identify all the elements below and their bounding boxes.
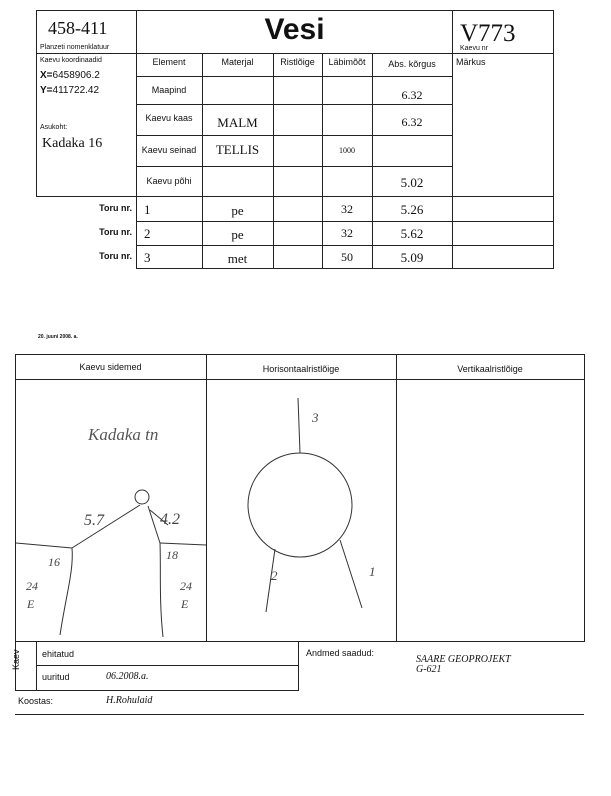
boundary-line-right [160, 543, 206, 545]
data-source-company: SAARE GEOPROJEKT [416, 654, 511, 665]
row-material: TELLIS [215, 142, 260, 157]
house-number-left: 24 [26, 579, 38, 593]
well-circle [248, 453, 352, 557]
coords-label: Kaevu koordinaadid [40, 57, 102, 64]
header-section: Ristlõige [280, 57, 315, 67]
pipe-diameter: 32 [341, 202, 353, 216]
pipe-label-1: 1 [369, 564, 376, 579]
page-title: Vesi [264, 13, 325, 46]
house-letter-left: E [27, 597, 35, 611]
row-material: MALM [217, 115, 258, 130]
connection-line-left [72, 505, 140, 548]
nomenclature-value: 458-411 [48, 18, 108, 38]
street-label: Kadaka tn [88, 425, 159, 444]
nomenclature-label: Planzeti nomenklatuur [40, 44, 110, 51]
row-label: Kaevu seinad [141, 145, 197, 155]
data-source-label: Andmed saadud: [306, 648, 375, 658]
coord-x-value: 6458906.2 [52, 70, 100, 81]
well-number-label: Kaevu nr [460, 45, 489, 52]
row-height: 6.32 [401, 115, 423, 129]
data-source-code: G-621 [416, 664, 442, 675]
pipe-height: 5.09 [400, 250, 424, 265]
pipe-height: 5.62 [400, 226, 424, 241]
header-element: Element [152, 57, 186, 67]
house-letter-right: E [181, 597, 189, 611]
pipe-material: pe [231, 203, 244, 218]
pipe-material: met [227, 251, 248, 266]
surveyed-label: uuritud [42, 672, 70, 682]
house-number-right: 24 [180, 579, 192, 593]
pipe-label-2: 2 [271, 568, 278, 583]
plot-boundary-left [60, 548, 72, 635]
pipe-label: Toru nr. [99, 251, 132, 261]
well-marker [135, 490, 149, 504]
pipe-number: 2 [144, 226, 151, 241]
pipe-number: 1 [144, 202, 151, 217]
plot-number-right: 18 [166, 548, 178, 562]
distance-left: 5.7 [84, 512, 104, 529]
author-value: H.Rohulaid [106, 695, 153, 706]
location-label: Asukoht: [40, 124, 68, 131]
author-label: Koostas: [18, 696, 54, 706]
pipe-diameter: 50 [341, 250, 353, 264]
col-title-vertical: Vertikaalristlõige [457, 364, 523, 374]
well-side-label: Kaev [11, 649, 21, 670]
coord-y-value: 411722.42 [52, 85, 100, 96]
plot-number-left: 16 [48, 555, 60, 569]
row-height: 6.32 [401, 88, 423, 102]
col-title-horizontal: Horisontaalristlõige [262, 364, 340, 374]
plot-boundary-right [160, 543, 163, 637]
distance-right: 4.2 [160, 511, 180, 528]
pipe-height: 5.26 [400, 202, 424, 217]
pipe-material: pe [231, 227, 244, 242]
row-label: Kaevu kaas [145, 113, 193, 123]
pipe-label: Toru nr. [99, 227, 132, 237]
header-abs-height: Abs. kõrgus [388, 59, 436, 69]
row-label: Maapind [151, 85, 187, 95]
header-material: Materjal [221, 57, 254, 67]
pipe-label-3: 3 [312, 410, 319, 425]
connection-line-right [148, 506, 160, 543]
pipe-diameter: 32 [341, 226, 353, 240]
coord-y-label: Y= [40, 85, 53, 96]
row-diameter: 1000 [339, 146, 355, 155]
location-value: Kadaka 16 [42, 136, 103, 151]
pipe-line-1 [340, 540, 362, 608]
pipe-number: 3 [144, 250, 151, 265]
boundary-line-left [16, 543, 72, 548]
date-note: 20. juuni 2008. a. [38, 334, 78, 340]
pipe-label: Toru nr. [99, 203, 132, 213]
row-height: 5.02 [400, 175, 424, 190]
well-number-value: V773 [460, 20, 516, 47]
col-title-connections: Kaevu sidemed [79, 362, 142, 372]
row-label: Kaevu põhi [146, 176, 192, 186]
remarks-label: Märkus [456, 57, 486, 67]
pipe-line-3 [298, 398, 300, 453]
header-diameter: Läbimõõt [328, 57, 366, 67]
coord-x-label: X= [40, 70, 53, 81]
built-label: ehitatud [42, 649, 75, 659]
surveyed-value: 06.2008.a. [106, 671, 149, 682]
